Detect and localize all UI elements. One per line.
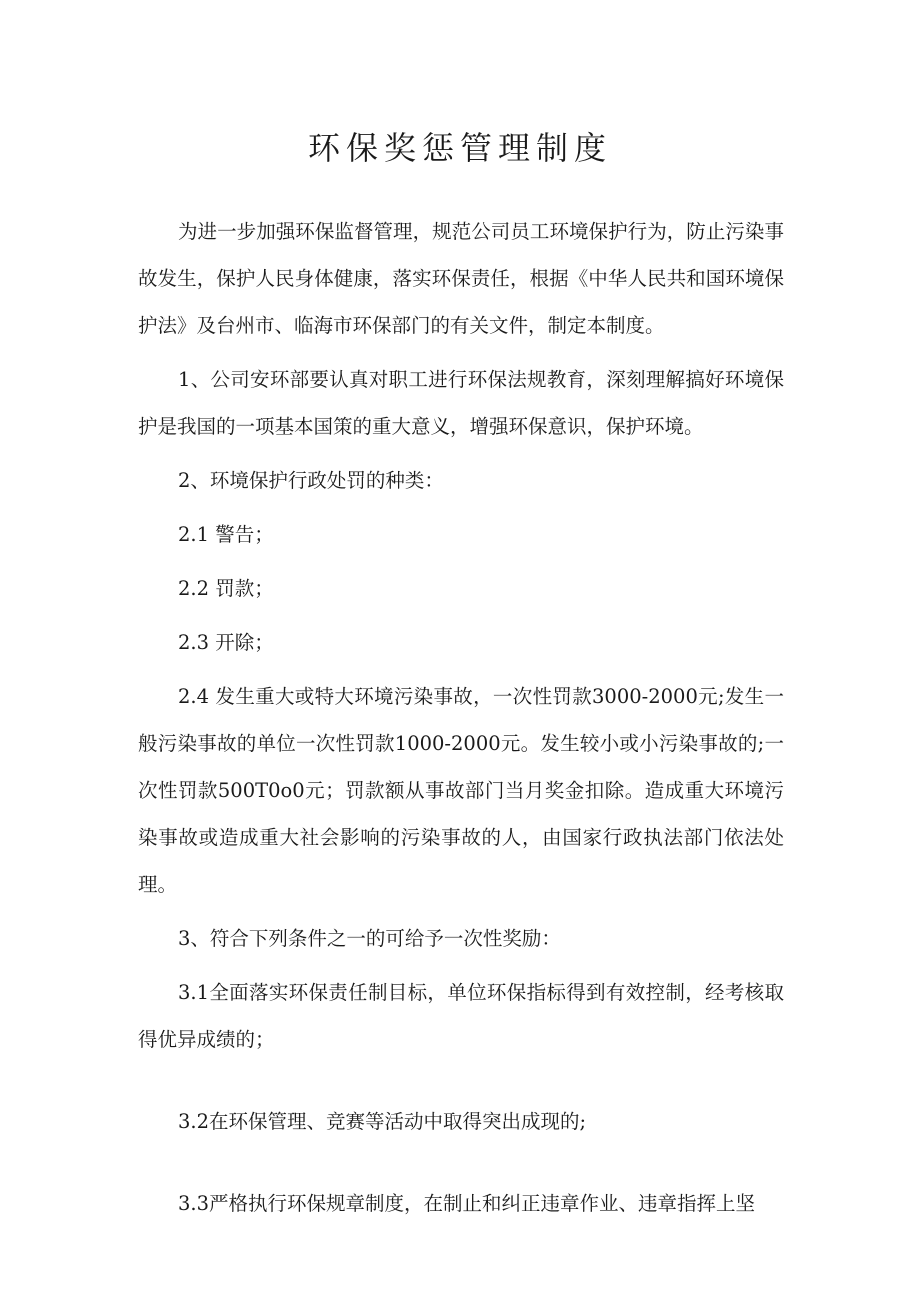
paragraph-item-2-1: 2.1 警告；: [178, 523, 274, 546]
paragraph-item-3-2: 3.2在环保管理、竞赛等活动中取得突出成现的;: [178, 1110, 587, 1133]
paragraph-item-2: 2、环境保护行政处罚的种类：: [178, 469, 444, 492]
document-title: 环保奖惩管理制度: [307, 129, 612, 167]
paragraph-item-2-4: 2.4 发生重大或特大环境污染事故，一次性罚款3000-2000元;发生一般污染事故的单位一次性罚款1000-2000元。发生较小或小污染事故的;一次性罚款500T0o0元；罚款额从事故部门当月奖金扣除。造成重大环境污染事故或造成重大社会影响的污染事故的人，由国家行政执法部门依法处理。: [138, 685, 784, 896]
paragraph-item-2-2: 2.2 罚款；: [178, 577, 274, 600]
paragraph-item-3-1: 3.1全面落实环保责任制目标，单位环保指标得到有效控制，经考核取得优异成绩的；: [138, 981, 784, 1051]
paragraph-item-2-3: 2.3 开除；: [178, 631, 274, 654]
document-body: [138, 208, 784, 1234]
paragraph-item-1: 1、公司安环部要认真对职工进行环保法规教育，深刻理解搞好环境保护是我国的一项基本国策的重大意义，增强环保意识，保护环境。: [138, 368, 784, 438]
paragraph-intro: 为进一步加强环保监督管理，规范公司员工环境保护行为，防止污染事故发生，保护人民身体健康，落实环保责任，根据《中华人民共和国环境保护法》及台州市、临海市环保部门的有关文件，制定本制度。: [138, 220, 784, 337]
paragraph-item-3-3: 3.3严格执行环保规章制度，在制止和纠正违章作业、违章指挥上坚: [178, 1192, 756, 1215]
paragraph-item-3: 3、符合下列条件之一的可给予一次性奖励：: [178, 927, 561, 950]
